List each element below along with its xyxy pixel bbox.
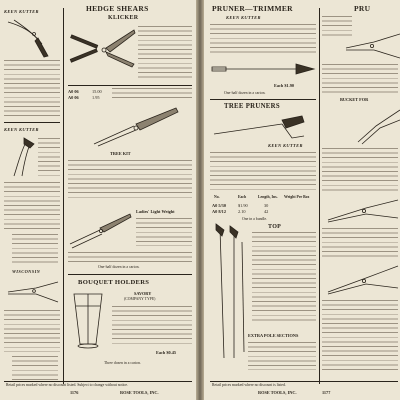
ladies-shears-illustration (66, 210, 132, 250)
tree-pruner-description (210, 152, 316, 192)
right-strip-title: PRU (354, 4, 371, 13)
divider (68, 85, 192, 86)
right-strip-text-2 (322, 64, 398, 94)
description-text (4, 60, 60, 118)
tree-kit-illustration (90, 104, 180, 150)
table-header-each: Each (238, 195, 247, 199)
hedge-row-1-no: A0 06 (68, 89, 79, 94)
footer-note: Retail prices marked where no discount is listed. (212, 383, 286, 387)
snips-illustration (6, 278, 60, 306)
pruner-carton-note: One-half dozen in a carton. (224, 91, 266, 95)
description-text-2 (38, 138, 60, 178)
pruner-trimmer-illustration (210, 58, 316, 80)
bouquet-subtitle: SAVORY (134, 291, 152, 296)
left-page (0, 0, 196, 400)
divider (210, 99, 316, 100)
brand-label-3: WISCONSIN (12, 269, 41, 274)
tree-pruner-row-2-no: A0 8/12 (212, 209, 226, 214)
pruning-shears-illustration (4, 18, 62, 58)
extra-pole-sections-title: EXTRA POLE SECTIONS (248, 333, 299, 338)
pole-pruner-illustration (210, 222, 250, 362)
description-text-3 (4, 182, 60, 230)
loppers-illustration-4 (326, 262, 398, 296)
right-strip-text-3 (322, 148, 398, 192)
tree-pruner-illustration (212, 114, 316, 144)
column-rule (319, 8, 320, 384)
divider (68, 274, 192, 275)
right-strip-text-5 (322, 300, 398, 370)
bouquet-carton-note: Three dozen in a carton. (104, 361, 141, 365)
hedge-table (112, 88, 192, 100)
tree-kit-label: TREE KIT (110, 151, 131, 156)
hedge-description (138, 26, 192, 78)
pruner-trimmer-title: PRUNER—TRIMMER (212, 4, 293, 13)
price-table-2 (12, 356, 58, 380)
footer-rule (4, 381, 192, 382)
bouquet-description (112, 306, 192, 346)
bouquet-subtitle-2: (COMPANY TYPE) (124, 297, 156, 301)
extra-pole-description (248, 342, 316, 370)
ladies-price-line (68, 252, 192, 262)
table-header-length: Length, Ins. (258, 195, 278, 199)
hedge-row-2-price: 1.95 (92, 95, 100, 100)
tree-pruner-row-2-each: 2.10 (238, 209, 246, 214)
price-table-1 (12, 234, 58, 264)
tree-pruner-row-2-length: 42 (264, 209, 269, 214)
hedge-shears-title: HEDGE SHEARS (86, 4, 149, 13)
loppers-illustration-1 (344, 32, 400, 62)
page-number: 1176 (70, 390, 79, 395)
brand-label-2: KEEN KUTTER (4, 127, 39, 132)
bucket-label: BUCKET FOR (340, 97, 369, 102)
tree-pruner-row-1-each: $1.90 (238, 203, 248, 208)
tree-kit-description (68, 160, 192, 198)
brand-label: KEEN KUTTER (226, 15, 261, 20)
tree-pruner-row-1-no: A0 5/30 (212, 203, 226, 208)
top-description (252, 232, 316, 324)
page-number: 1177 (322, 390, 331, 395)
description-text-4 (4, 310, 60, 352)
hedge-shears-illustration (66, 26, 136, 76)
ladies-description (136, 218, 192, 246)
ladies-light-weight-label: Ladies' Light Weight (136, 209, 175, 214)
brand-label: KEEN KUTTER (4, 9, 39, 14)
footer-note: Retail prices marked where no discount listed. Subject to change without notice. (6, 383, 128, 387)
klicker-subtitle: KLICKER (108, 15, 139, 21)
bouquet-holders-title: BOUQUET HOLDERS (78, 279, 150, 286)
bouquet-holder-illustration (70, 292, 106, 352)
tree-pruners-title: TREE PRUNERS (224, 103, 280, 110)
right-page (204, 0, 400, 400)
pruner-description (210, 24, 316, 56)
footer-rule (210, 381, 398, 382)
tree-pruner-row-1-length: 30 (264, 203, 269, 208)
book-gutter (196, 0, 204, 400)
brand-label-2: KEEN KUTTER (268, 143, 303, 148)
tree-pruner-carton-note: One in a bundle. (242, 217, 268, 221)
right-strip-text-4 (322, 228, 398, 258)
top-title: TOP (268, 224, 282, 230)
divider (4, 122, 60, 123)
hedge-row-1-price: 15.00 (92, 89, 102, 94)
column-rule (63, 8, 64, 384)
company-name: ROSE TOOLS, INC. (258, 390, 297, 395)
pruner-price: Each $1.90 (274, 83, 295, 88)
table-header-weight: Weight Per Box (284, 195, 310, 199)
loppers-illustration-2 (356, 106, 400, 146)
half-dozen-note: One-half dozen in a carton. (98, 265, 140, 269)
table-header-no: No. (214, 195, 220, 199)
loppers-illustration-3 (326, 196, 398, 226)
hedge-row-2-no: A0 06 (68, 95, 79, 100)
company-name: ROSE TOOLS, INC. (120, 390, 159, 395)
bouquet-price: Each $0.45 (156, 350, 177, 355)
